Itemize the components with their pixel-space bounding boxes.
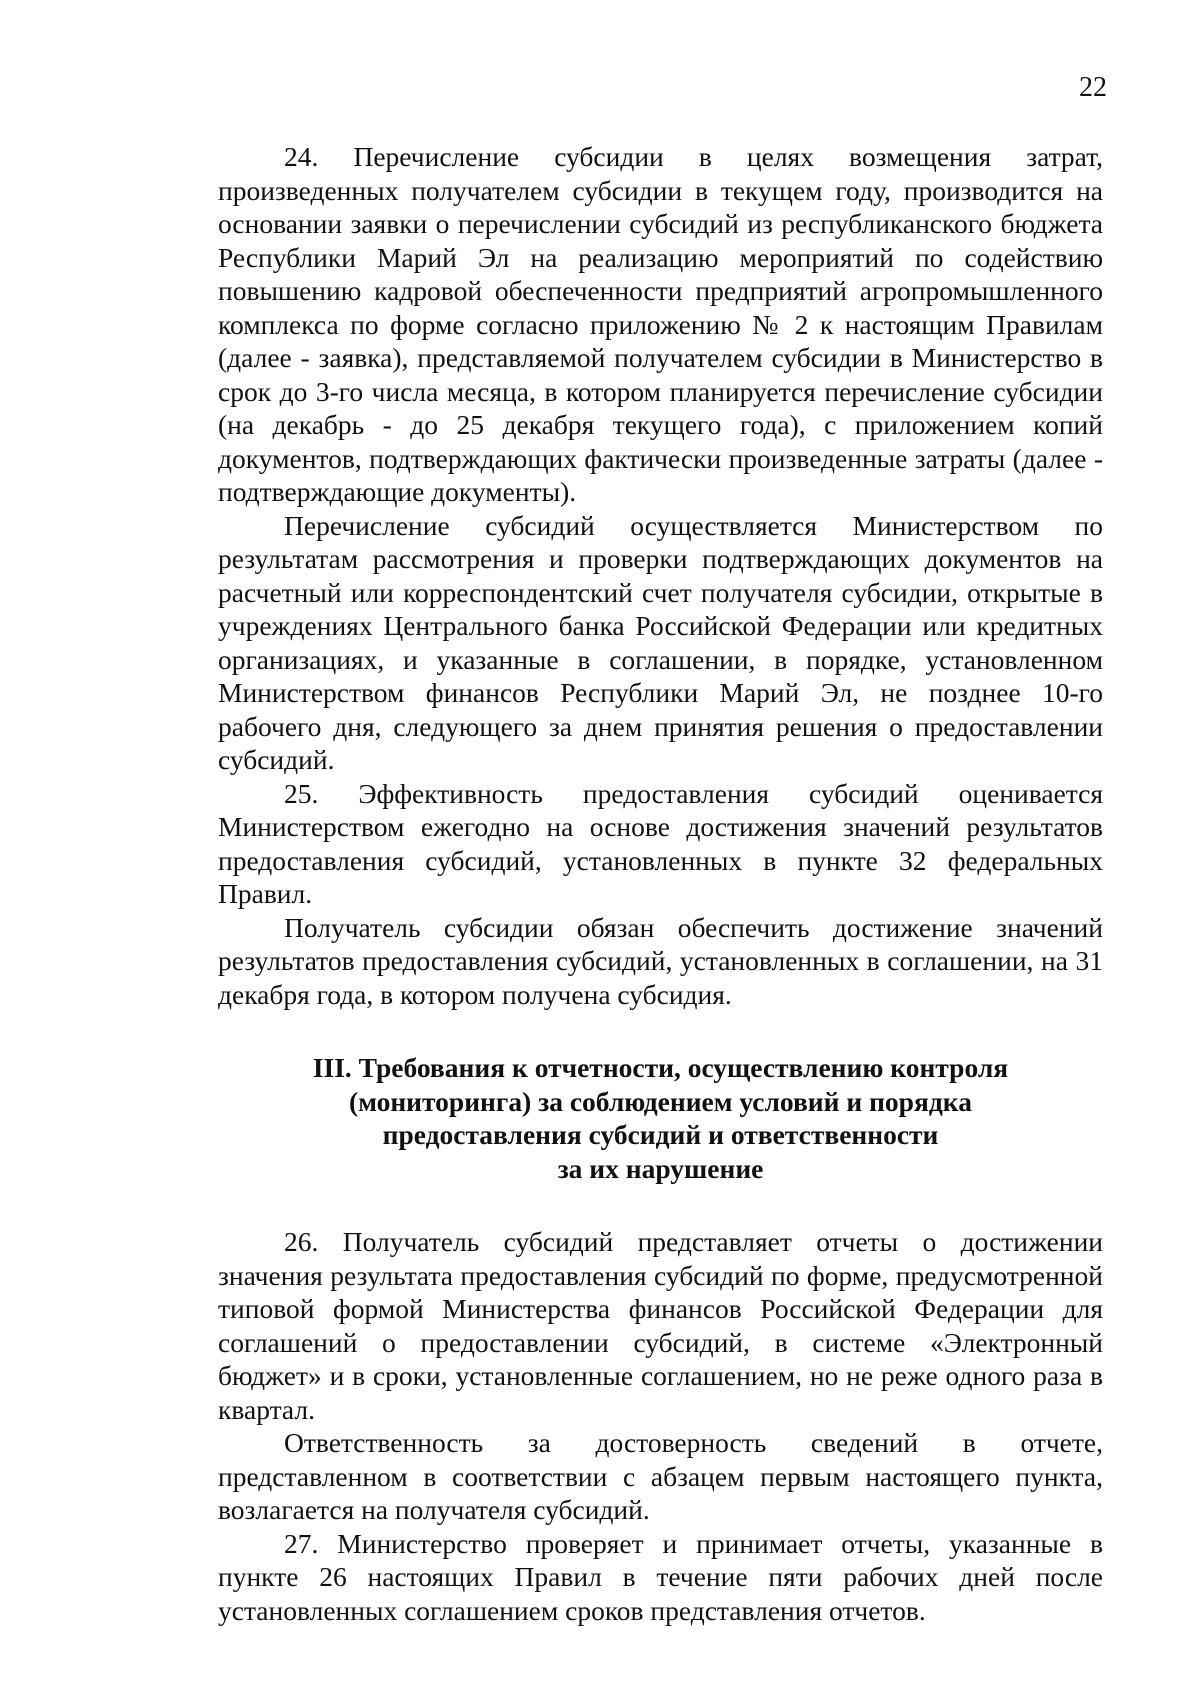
section-heading-line: за их нарушение	[557, 1152, 764, 1184]
section-heading-line: (мониторинга) за соблюдением условий и порядка	[349, 1085, 972, 1117]
paragraph-25: 25. Эффективность предоставления субсидий оценивается Министерством ежегодно на основе достижения значений результатов предоставления субсидий, установленных в пункте 32 федеральных Правил.	[218, 777, 1103, 909]
section-heading	[218, 1051, 1103, 1185]
paragraph-24-transfer: Перечисление субсидий осуществляется Министерством по результатам рассмотрения и проверки подтверждающих документов на расчетный или корреспондентский счет получателя субсидии, открытые в учреждениях Центрального банка Российской Федерации или кредитных организациях, и указанные в соглашении, в порядке, установленном Министерством финансов Республики Марий Эл, не позднее 10-го рабочего дня, следующего за днем принятия решения о предоставлении субсидий.	[218, 509, 1103, 775]
document-body	[218, 140, 1103, 1627]
section-heading-line: предоставления субсидий и ответственности	[382, 1119, 939, 1150]
paragraph-25-obligation: Получатель субсидии обязан обеспечить достижение значений результатов предоставления субсидий, установленных в соглашении, на 31 декабря года, в котором получена субсидия.	[218, 911, 1103, 1010]
paragraph-26-responsibility: Ответственность за достоверность сведений в отчете, представленном в соответствии с абзацем первым настоящего пункта, возлагается на получателя субсидий.	[218, 1427, 1103, 1525]
paragraph-27: 27. Министерство проверяет и принимает отчеты, указанные в пункте 26 настоящих Правил в течение пяти рабочих дней после установленных соглашением сроков представления отчетов.	[218, 1527, 1103, 1626]
section-heading-line: III. Требования к отчетности, осуществлению контроля	[312, 1052, 1009, 1083]
paragraph-26: 26. Получатель субсидий представляет отчеты о достижении значения результата предоставления субсидий по форме, предусмотренной типовой формой Министерства финансов Российской Федерации для соглашений о предоставлении субсидий, в системе «Электронный бюджет» и в сроки, установленные соглашением, но не реже одного раза в квартал.	[218, 1226, 1103, 1425]
page-number: 22	[1079, 72, 1107, 103]
paragraph-24: 24. Перечисление субсидии в целях возмещения затрат, произведенных получателем субсидии в текущем году, производится на основании заявки о перечислении субсидий из республиканского бюджета Республики Марий Эл на реализацию мероприятий по содействию повышению кадровой обеспеченности предприятий агропромышленного комплекса по форме согласно приложению № 2 к настоящим Правилам (далее - заявка), представляемой получателем субсидии в Министерство в срок до 3-го числа месяца, в котором планируется перечисление субсидии (на декабрь - до 25 декабря текущего года), с приложением копий документов, подтверждающих фактически произведенные затраты (далее - подтверждающие документы).	[218, 141, 1103, 507]
